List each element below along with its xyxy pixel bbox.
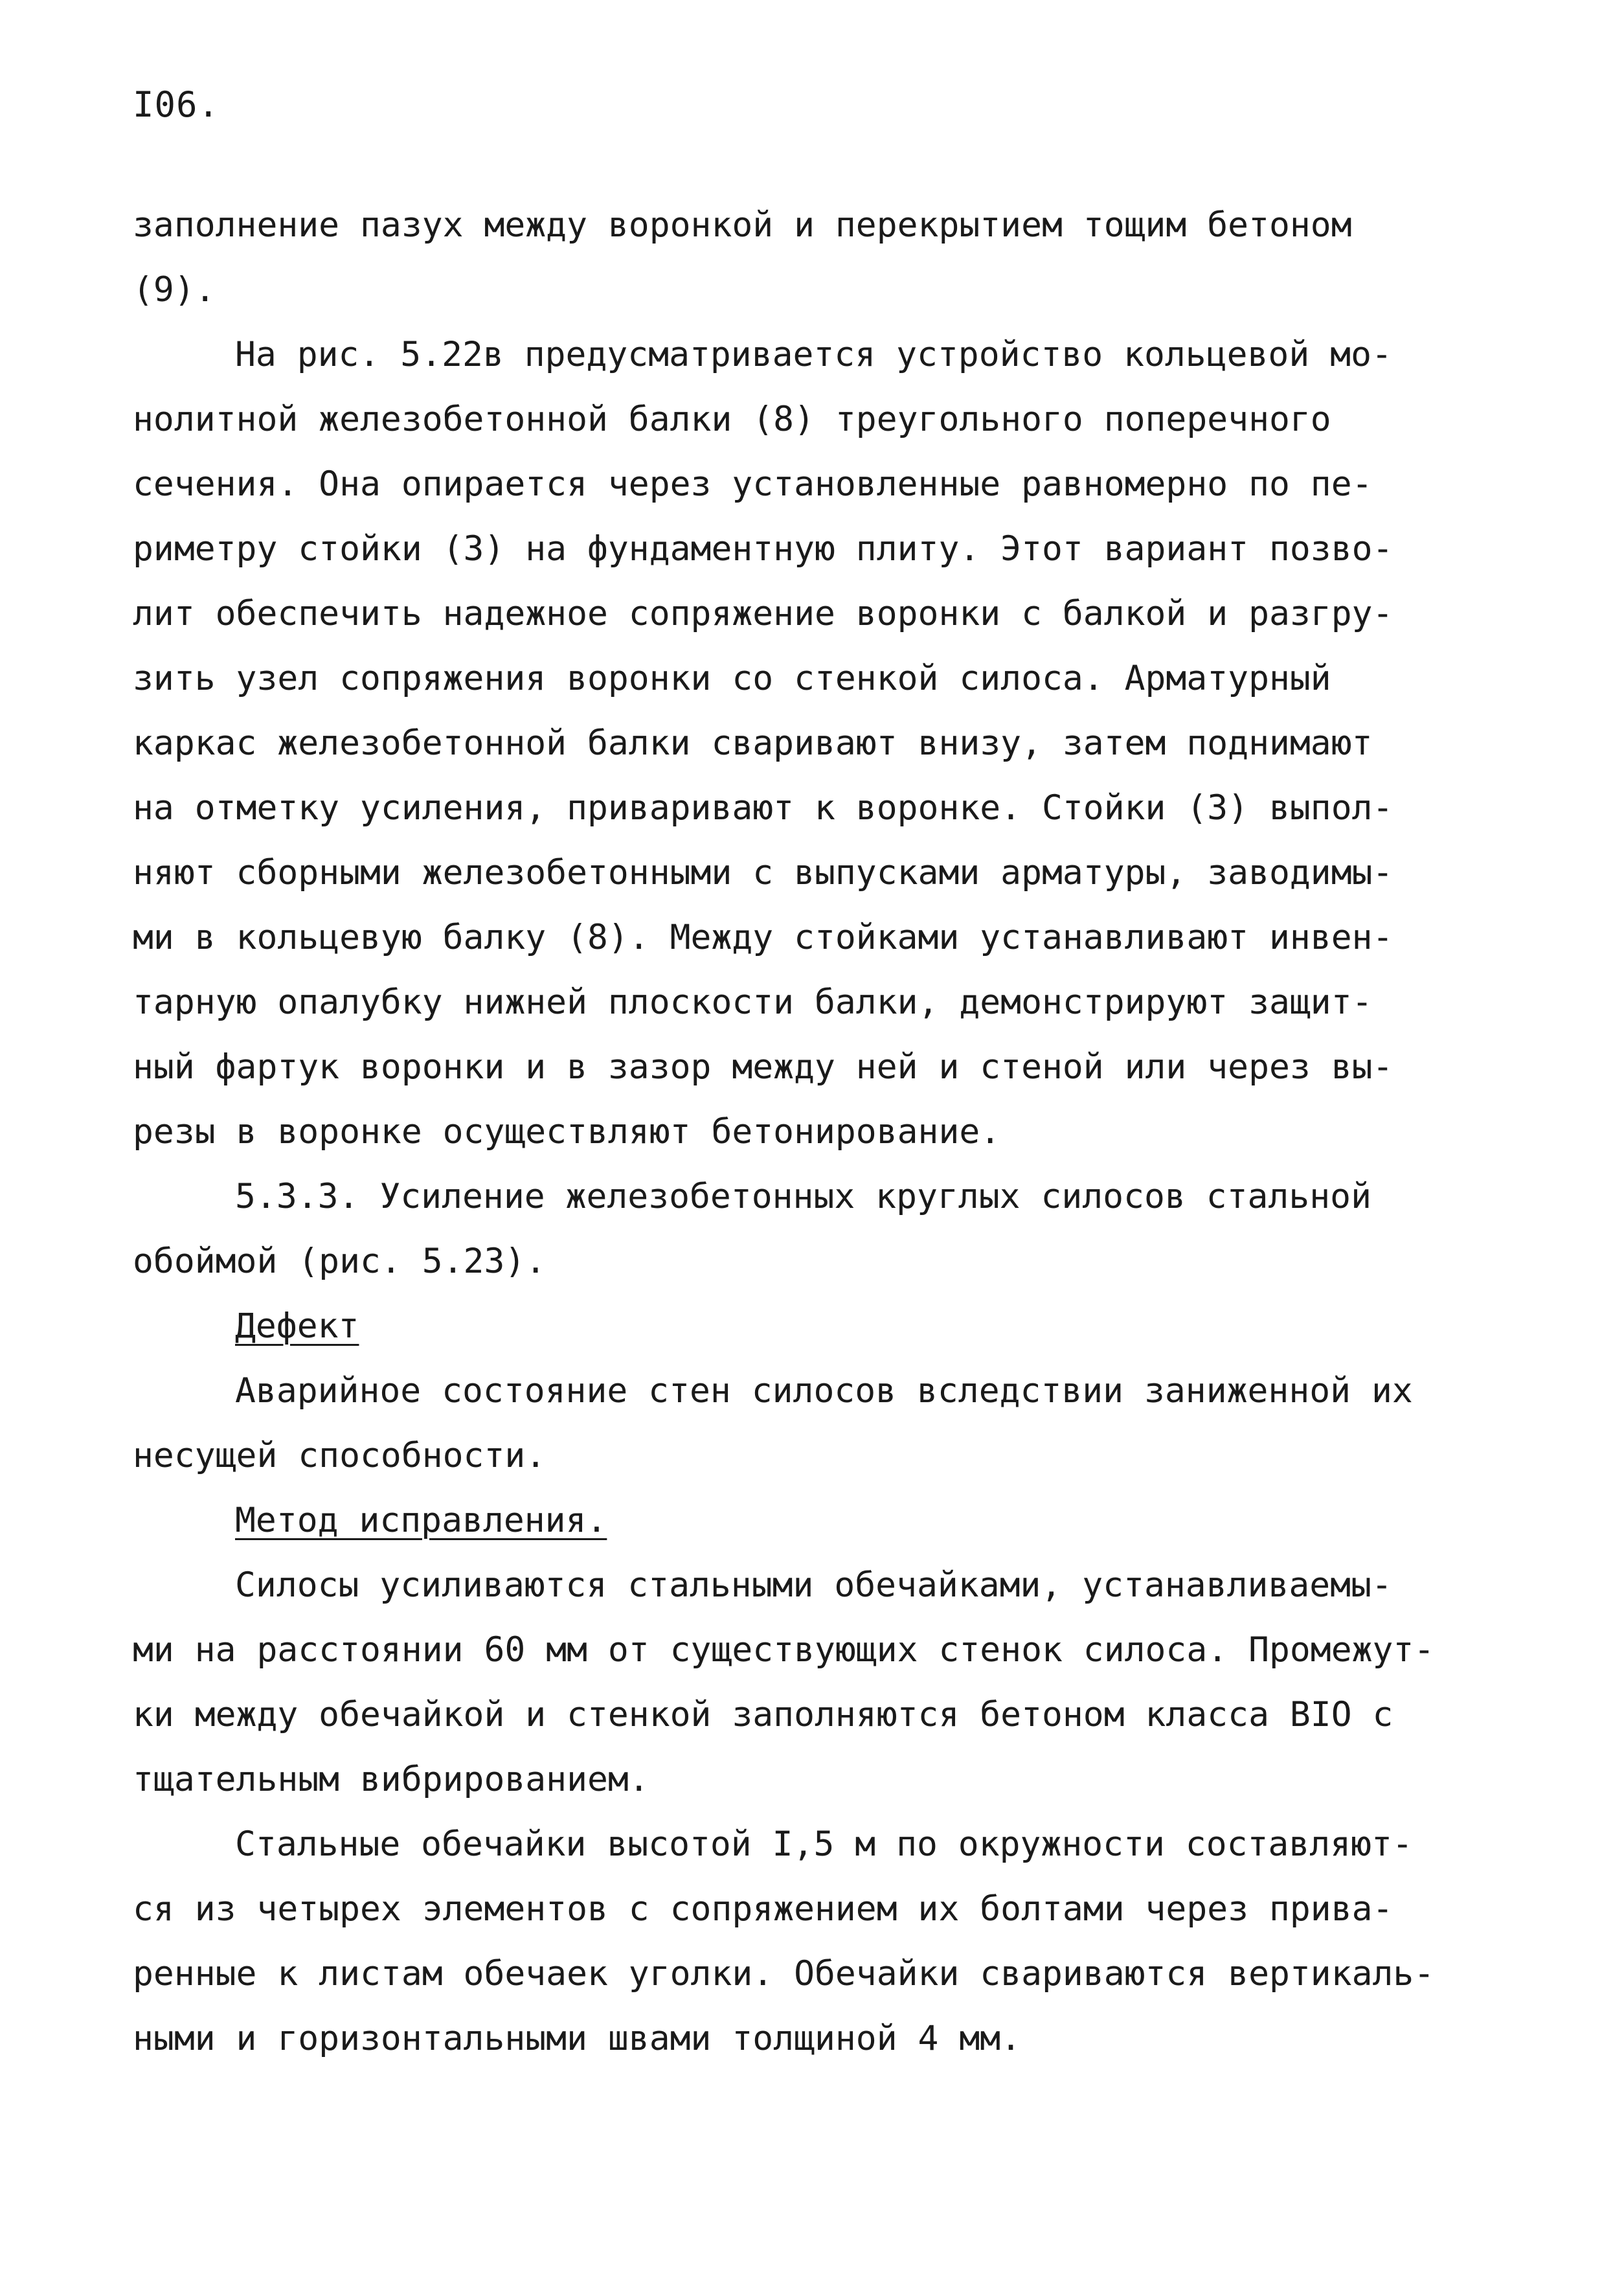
text-line: зить узел сопряжения воронки со стенкой силоса. Арматурный bbox=[133, 659, 1331, 698]
text-line: ный фартук воронки и в зазор между ней и стеной или через вы- bbox=[133, 1047, 1393, 1087]
text-line: ми в кольцевую балку (8). Между стойками устанавливают инвен- bbox=[133, 918, 1393, 957]
text-line: лит обеспечить надежное сопряжение воронки с балкой и разгру- bbox=[133, 594, 1393, 633]
section-heading-line: 5.3.3. Усиление железобетонных круглых силосов стальной bbox=[235, 1177, 1371, 1216]
text-line: ки между обечайкой и стенкой заполняются бетоном класса BIO с bbox=[133, 1695, 1393, 1734]
paragraph-start-line: На рис. 5.22в предусматривается устройство кольцевой мо- bbox=[235, 335, 1392, 374]
text-line: каркас железобетонной балки сваривают внизу, затем поднимают bbox=[133, 723, 1373, 763]
paragraph-start-line: Аварийное состояние стен силосов вследствии заниженной их bbox=[235, 1371, 1413, 1411]
subheading-line bbox=[133, 1294, 1512, 1359]
text-line: (9). bbox=[133, 270, 216, 310]
text-line: ми на расстоянии 60 мм от существующих стенок силоса. Промежут- bbox=[133, 1630, 1435, 1670]
text-line: ренные к листам обечаек уголки. Обечайки свариваются вертикаль- bbox=[133, 1954, 1435, 1993]
text-line: резы в воронке осуществляют бетонирование. bbox=[133, 1112, 1001, 1152]
text-line: на отметку усиления, приваривают к воронке. Стойки (3) выпол- bbox=[133, 788, 1393, 828]
body-text bbox=[133, 193, 1512, 2071]
text-line: тарную опалубку нижней плоскости балки, демонстрируют защит- bbox=[133, 982, 1373, 1022]
method-heading: Метод исправления. bbox=[235, 1501, 607, 1540]
text-line: несущей способности. bbox=[133, 1436, 547, 1475]
paragraph-start-line: Силосы усиливаются стальными обечайками, устанавливаемы- bbox=[235, 1565, 1392, 1605]
text-line: нолитной железобетонной балки (8) треугольного поперечного bbox=[133, 400, 1331, 439]
text-line: няют сборными железобетонными с выпусками арматуры, заводимы- bbox=[133, 853, 1393, 892]
text-line: риметру стойки (3) на фундаментную плиту. Этот вариант позво- bbox=[133, 529, 1393, 569]
page-number: I06. bbox=[133, 84, 220, 125]
text-line: ся из четырех элементов с сопряжением их болтами через прива- bbox=[133, 1889, 1393, 1929]
text-line: заполнение пазух между воронкой и перекрытием тощим бетоном bbox=[133, 205, 1352, 245]
text-line: ными и горизонтальными швами толщиной 4 мм. bbox=[133, 2019, 1022, 2058]
defect-heading: Дефект bbox=[235, 1306, 359, 1346]
text-line: тщательным вибрированием. bbox=[133, 1760, 649, 1799]
subheading-line bbox=[133, 1488, 1512, 1553]
text-line: обоймой (рис. 5.23). bbox=[133, 1242, 547, 1281]
paragraph-start-line: Стальные обечайки высотой I,5 м по окружности составляют- bbox=[235, 1824, 1413, 1864]
text-line: сечения. Она опирается через установленные равномерно по пе- bbox=[133, 464, 1373, 504]
